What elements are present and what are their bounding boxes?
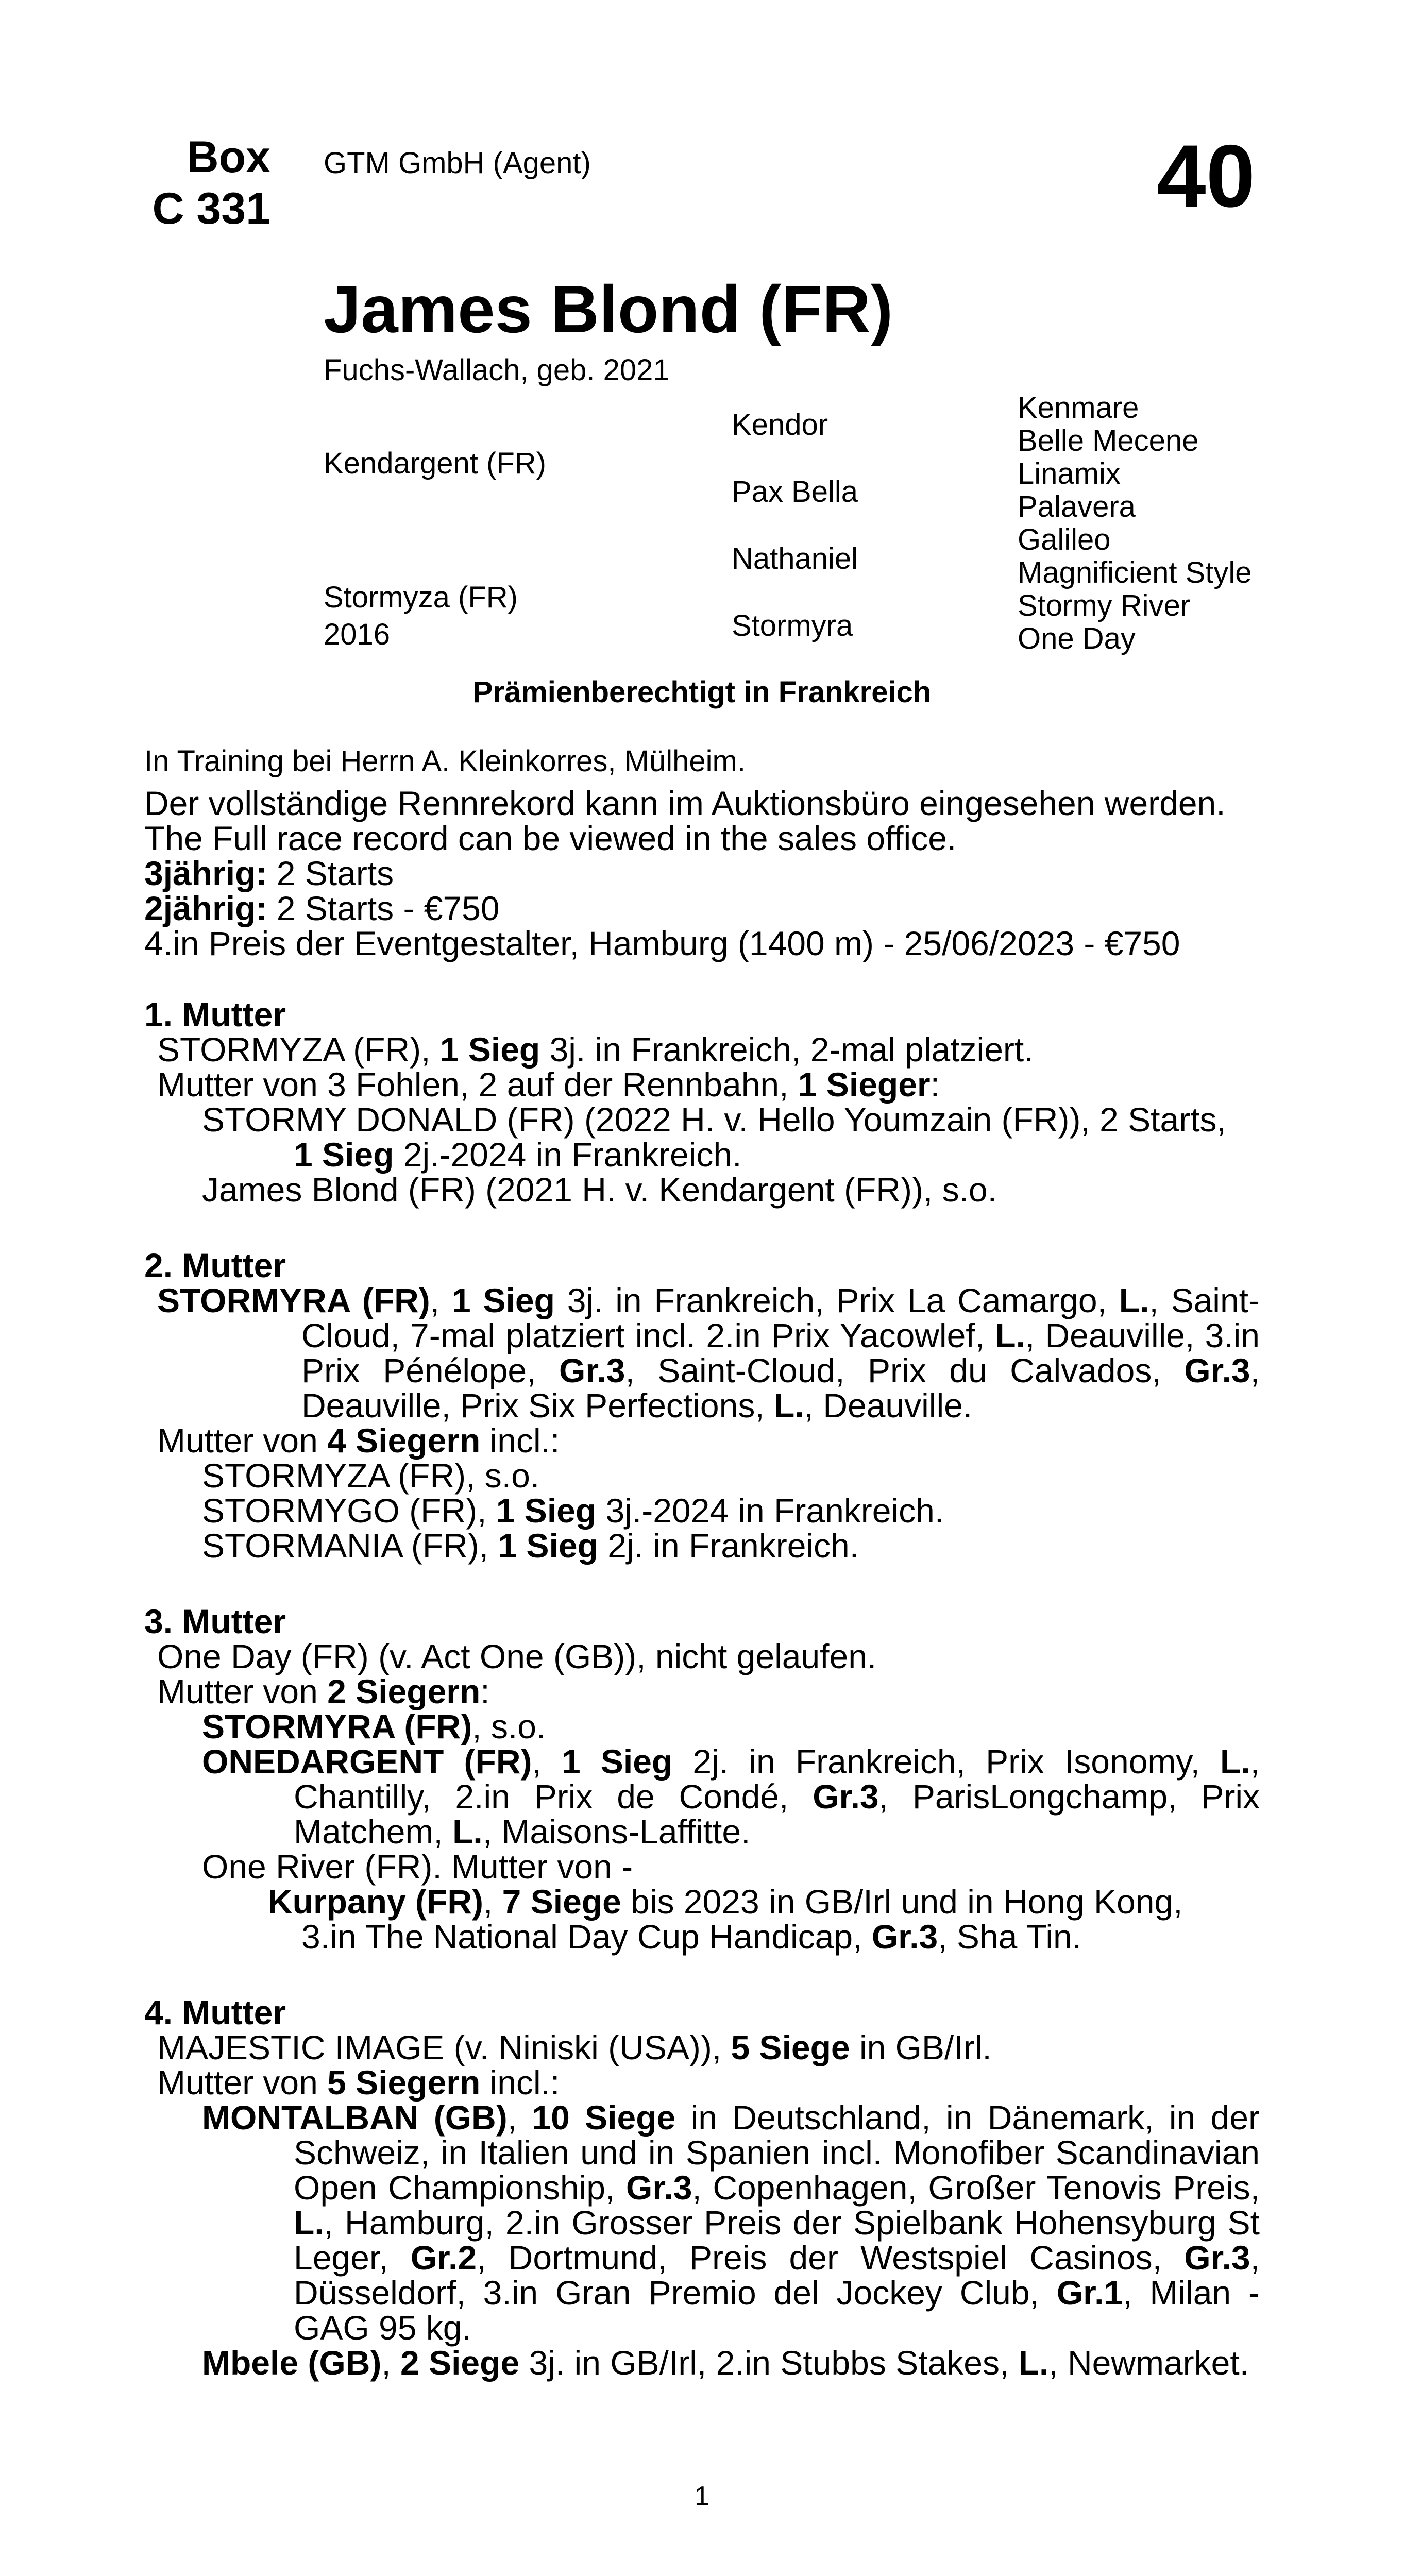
dam2-line: STORMYGO (FR), 1 Sieg 3j.-2024 in Frankreich.: [202, 1492, 944, 1530]
lot-number: 40: [1157, 127, 1256, 226]
agent-name: GTM GmbH (Agent): [324, 146, 591, 180]
dam2-section: [144, 1248, 1260, 1563]
dam2-heading: 2. Mutter: [144, 1246, 286, 1284]
dam3-line: 3.in The National Day Cup Handicap, Gr.3, Sha Tin.: [301, 1918, 1082, 1956]
training-note: In Training bei Herrn A. Kleinkorres, Mülheim.: [144, 744, 746, 778]
dam3-line: One Day (FR) (v. Act One (GB)), nicht gelaufen.: [157, 1637, 877, 1675]
pedigree-ggp: Belle Mecene: [1018, 424, 1199, 457]
pedigree-dam-dam: Stormyra: [732, 609, 853, 642]
record-age2: [144, 891, 1260, 926]
dam1-line: STORMY DONALD (FR) (2022 H. v. Hello Youmzain (FR)), 2 Starts,: [202, 1100, 1226, 1139]
dam3-line: Mutter von 2 Siegern:: [157, 1672, 490, 1710]
record-age2-label: 2jährig:: [144, 889, 267, 927]
horse-description: Fuchs-Wallach, geb. 2021: [324, 353, 670, 387]
dam2-line: Mutter von 4 Siegern incl.:: [157, 1421, 560, 1460]
pedigree-dam-year: 2016: [324, 618, 391, 651]
dam3-paragraph: ONEDARGENT (FR), 1 Sieg 2j. in Frankreich, Prix Isonomy, L., Chantilly, 2.in Prix de Condé, Gr.3, ParisLongchamp, Prix Matchem, L., Maisons-Laffitte.: [202, 1742, 1260, 1851]
record-placing: 4.in Preis der Eventgestalter, Hamburg (1400 m) - 25/06/2023 - €750: [144, 924, 1180, 962]
dam4-section: [144, 1995, 1260, 2380]
record-line-de: Der vollständige Rennrekord kann im Auktionsbüro eingesehen werden.: [144, 784, 1226, 822]
pedigree-ggp: Magnificient Style: [1018, 556, 1252, 589]
record-age3-text: 2 Starts: [267, 854, 394, 892]
pedigree-ggp: Linamix: [1018, 457, 1121, 490]
dam2-line: STORMANIA (FR), 1 Sieg 2j. in Frankreich.: [202, 1527, 859, 1565]
box-line-1: Box: [187, 132, 270, 182]
dam4-heading: 4. Mutter: [144, 1993, 286, 2031]
pedigree-dam: Stormyza (FR): [324, 581, 518, 614]
race-record: [144, 786, 1260, 961]
record-age2-text: 2 Starts - €750: [267, 889, 500, 927]
box-line-2: C 331: [152, 184, 270, 233]
dam3-line: Kurpany (FR), 7 Siege bis 2023 in GB/Irl und in Hong Kong,: [268, 1883, 1183, 1921]
pedigree-ggp: Palavera: [1018, 490, 1136, 523]
dam1-line: STORMYZA (FR), 1 Sieg 3j. in Frankreich, 2-mal platziert.: [157, 1030, 1034, 1069]
dam2-line: STORMYZA (FR), s.o.: [202, 1456, 540, 1495]
horse-name: James Blond (FR): [324, 272, 893, 347]
page-number: 1: [695, 2481, 709, 2511]
dam4-line: MAJESTIC IMAGE (v. Niniski (USA)), 5 Siege in GB/Irl.: [157, 2028, 992, 2066]
premium-note: Prämienberechtigt in Frankreich: [472, 675, 932, 709]
dam1-heading: 1. Mutter: [144, 995, 286, 1033]
record-line-en: The Full race record can be viewed in the sales office.: [144, 819, 957, 857]
pedigree-ggp: Stormy River: [1018, 589, 1191, 622]
record-age3: [144, 856, 1260, 891]
dam3-heading: 3. Mutter: [144, 1602, 286, 1640]
dam4-paragraph: MONTALBAN (GB), 10 Siege in Deutschland, in Dänemark, in der Schweiz, in Italien und in Spanien incl. Monofiber Scandinavian Open Championship, Gr.3, Copenhagen, Großer Tenovis Preis, L., Hamburg, 2.in Grosser Preis der Spielbank Hohensyburg St Leger, Gr.2, Dortmund, Preis der Westspiel Casinos, Gr.3, Düsseldorf, 3.in Gran Premio del Jockey Club, Gr.1, Milan - GAG 95 kg.: [202, 2098, 1260, 2347]
dam4-line: Mutter von 5 Siegern incl.:: [157, 2063, 560, 2102]
pedigree-ggp-list: [1018, 392, 1252, 655]
record-age3-label: 3jährig:: [144, 854, 267, 892]
dam1-line: James Blond (FR) (2021 H. v. Kendargent (FR)), s.o.: [202, 1171, 997, 1209]
dam1-line: 1 Sieg 2j.-2024 in Frankreich.: [294, 1136, 742, 1174]
pedigree-ggp: Kenmare: [1018, 391, 1139, 425]
dam4-paragraph: Mbele (GB), 2 Siege 3j. in GB/Irl, 2.in Stubbs Stakes, L., Newmarket.: [202, 2344, 1249, 2382]
dam1-section: [144, 997, 1260, 1207]
dam2-paragraph: STORMYRA (FR), 1 Sieg 3j. in Frankreich, Prix La Camargo, L., Saint-Cloud, 7-mal platziert incl. 2.in Prix Yacowlef, L., Deauville, 3.in Prix Pénélope, Gr.3, Saint-Cloud, Prix du Calvados, Gr.3, Deauville, Prix Six Perfections, L., Deauville.: [157, 1281, 1260, 1425]
dam3-section: [144, 1604, 1260, 1954]
dam3-line: One River (FR). Mutter von -: [202, 1848, 633, 1886]
pedigree-ggp: One Day: [1018, 622, 1136, 655]
box-label: [129, 131, 270, 234]
pedigree-sire-dam: Pax Bella: [732, 475, 858, 509]
dam1-line: Mutter von 3 Fohlen, 2 auf der Rennbahn, 1 Sieger:: [157, 1065, 940, 1104]
pedigree-sire-sire: Kendor: [732, 408, 828, 442]
dam3-line: STORMYRA (FR), s.o.: [202, 1707, 546, 1745]
pedigree-ggp: Galileo: [1018, 523, 1111, 556]
pedigree-dam-sire: Nathaniel: [732, 542, 858, 575]
pedigree-sire: Kendargent (FR): [324, 447, 546, 480]
